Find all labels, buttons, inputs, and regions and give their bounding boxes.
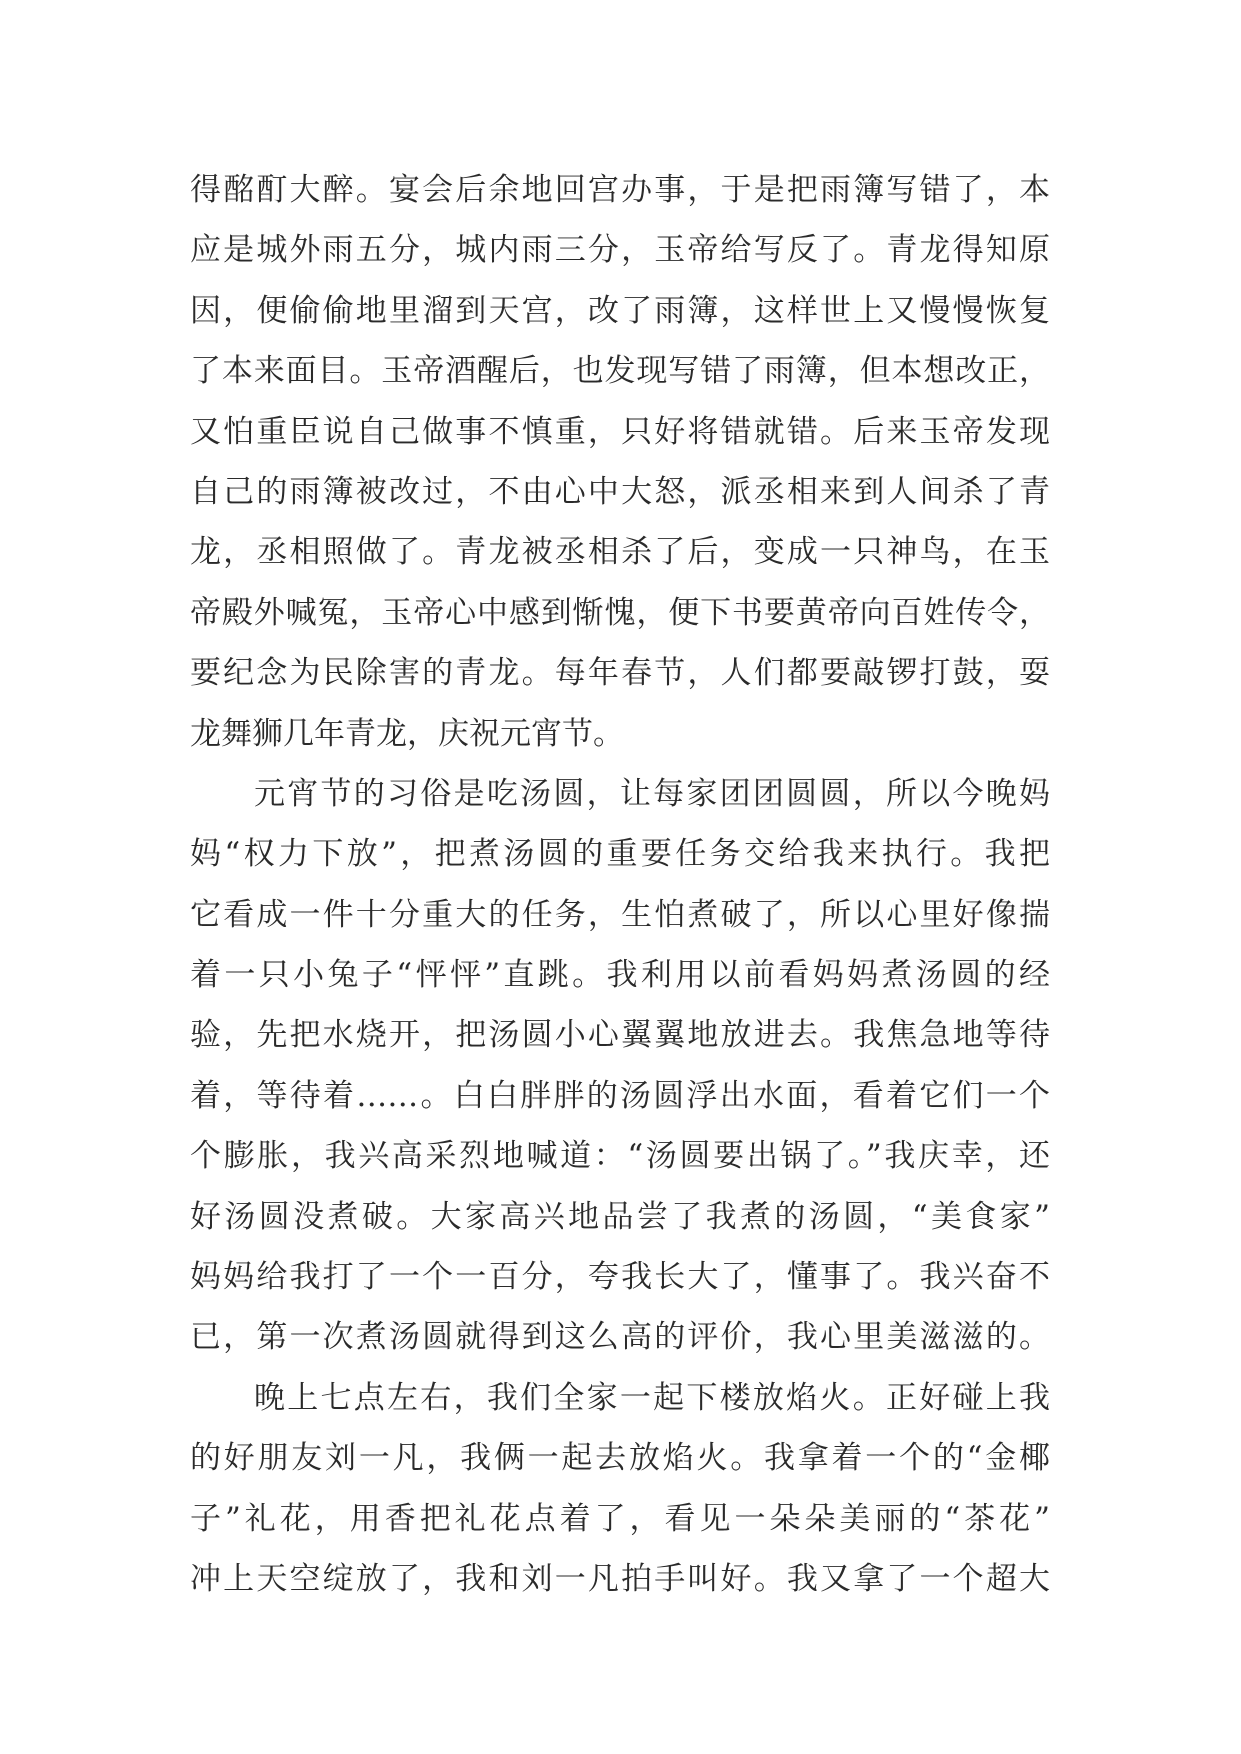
text-line: 得酩酊大醉。宴会后余地回宫办事，于是把雨簿写错了，本	[190, 172, 1050, 208]
text-line: 龙舞狮几年青龙，庆祝元宵节。	[190, 715, 624, 752]
text-line: 自己的雨簿被改过，不由心中大怒，派丞相来到人间杀了青	[190, 473, 1050, 510]
text-line: 帝殿外喊冤，玉帝心中感到惭愧，便下书要黄帝向百姓传令，	[190, 594, 1050, 631]
text-line: 应是城外雨五分，城内雨三分，玉帝给写反了。青龙得知原	[190, 232, 1050, 269]
text-line: 妈“权力下放”，把煮汤圆的重要任务交给我来执行。我把	[190, 836, 1050, 873]
text-line: 它看成一件十分重大的任务，生怕煮破了，所以心里好像揣	[190, 896, 1050, 933]
text-line: 着一只小兔子“怦怦”直跳。我利用以前看妈妈煮汤圆的经	[190, 957, 1050, 994]
text-line: 的好朋友刘一凡，我俩一起去放焰火。我拿着一个的“金椰	[190, 1440, 1050, 1477]
text-line: 晚上七点左右，我们全家一起下楼放焰火。正好碰上我	[254, 1379, 1050, 1416]
text-line: 着，等待着……。白白胖胖的汤圆浮出水面，看着它们一个	[190, 1077, 1050, 1114]
text-line: 好汤圆没煮破。大家高兴地品尝了我煮的汤圆，“美食家”	[190, 1198, 1050, 1235]
text-line: 验，先把水烧开，把汤圆小心翼翼地放进去。我焦急地等待	[190, 1017, 1050, 1054]
text-line: 因，便偷偷地里溜到天宫，改了雨簿，这样世上又慢慢恢复	[190, 292, 1050, 329]
text-line: 元宵节的习俗是吃汤圆，让每家团团圆圆，所以今晚妈	[254, 775, 1050, 812]
text-line: 子”礼花，用香把礼花点着了，看见一朵朵美丽的“茶花”	[190, 1500, 1050, 1537]
text-line: 妈妈给我打了一个一百分，夸我长大了，懂事了。我兴奋不	[190, 1259, 1050, 1296]
text-line: 个膨胀，我兴高采烈地喊道：“汤圆要出锅了。”我庆幸，还	[190, 1138, 1050, 1175]
text-line: 又怕重臣说自己做事不慎重，只好将错就错。后来玉帝发现	[190, 413, 1050, 450]
text-line: 龙，丞相照做了。青龙被丞相杀了后，变成一只神鸟，在玉	[190, 534, 1050, 571]
text-line: 了本来面目。玉帝酒醒后，也发现写错了雨簿，但本想改正，	[190, 353, 1050, 390]
text-line: 冲上天空绽放了，我和刘一凡拍手叫好。我又拿了一个超大	[190, 1560, 1050, 1597]
text-line: 已，第一次煮汤圆就得到这么高的评价，我心里美滋滋的。	[190, 1319, 1050, 1356]
text-line: 要纪念为民除害的青龙。每年春节，人们都要敲锣打鼓，耍	[190, 655, 1050, 692]
body-text	[190, 160, 1050, 1609]
